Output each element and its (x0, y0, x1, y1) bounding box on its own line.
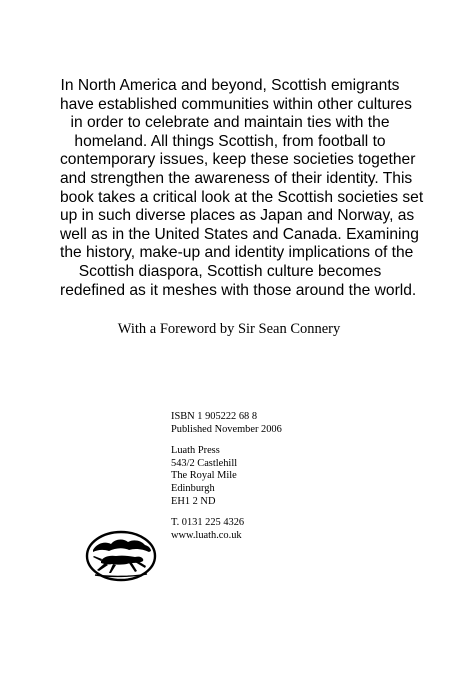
publisher-name: Luath Press (171, 445, 220, 457)
blurb-line: have established communities within other cultures (60, 95, 412, 113)
isbn: ISBN 1 905222 68 8 (171, 411, 258, 422)
foreword-credit: With a Foreword by Sir Sean Connery (117, 321, 341, 337)
publisher-imprint (171, 411, 282, 542)
blurb-line: and strengthen the awareness of their identity. This (60, 169, 413, 187)
address-line: The Royal Mile (171, 470, 237, 482)
blurb-line: well as in the United States and Canada. Examining (60, 225, 419, 243)
back-cover-blurb (60, 77, 424, 300)
blurb-line: contemporary issues, keep these societies together (60, 151, 416, 169)
blurb-line: Scottish diaspora, Scottish culture becomes (78, 262, 382, 280)
telephone: T. 0131 225 4326 (171, 517, 245, 529)
blurb-line: book takes a critical look at the Scottish societies set (60, 188, 424, 206)
address-line: Edinburgh (171, 482, 215, 494)
blurb-line: redefined as it meshes with those around the world. (60, 281, 417, 299)
address-line: EH1 2 ND (171, 495, 216, 507)
publication-date: Published November 2006 (171, 423, 282, 435)
blurb-line: In North America and beyond, Scottish emigrants (60, 77, 400, 94)
website-link[interactable]: www.luath.co.uk (171, 529, 242, 541)
blurb-line: up in such diverse places as Japan and Norway, as (60, 207, 415, 225)
blurb-line: homeland. All things Scottish, from football to (74, 132, 386, 150)
blurb-line: the history, make-up and identity implications of the (60, 244, 414, 262)
address-line: 543/2 Castlehill (171, 457, 238, 469)
blurb-line: in order to celebrate and maintain ties with the (70, 114, 390, 132)
luath-press-logo-icon (85, 530, 157, 582)
